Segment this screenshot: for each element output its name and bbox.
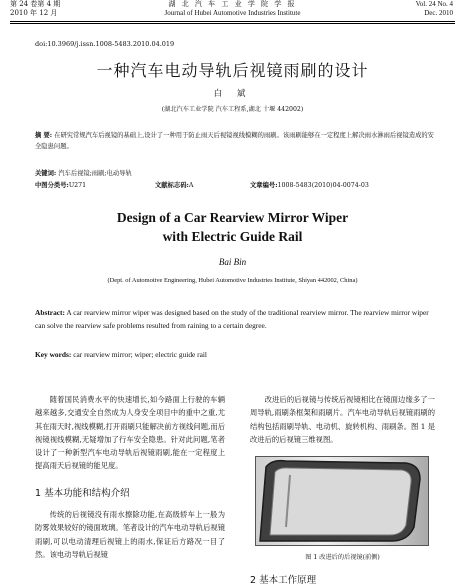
- keywords-cn-text: 汽车后视镜;雨刷;电动导轨: [58, 170, 132, 177]
- abstract-en-label: Abstract:: [35, 308, 65, 317]
- body-right-column: [250, 393, 435, 446]
- section-2-heading: 2 基本工作原理: [250, 575, 317, 586]
- issue-date-en: Dec. 2010: [424, 9, 453, 17]
- abstract-cn: [35, 130, 435, 152]
- body-left-column: [35, 393, 225, 561]
- affiliation-en: (Dept. of Automotive Engineering, Hubei Automotive Industries Institute, Shiyan 442002, China): [107, 277, 358, 284]
- keywords-en: [35, 350, 435, 359]
- abstract-cn-text: 在研究常规汽车后视镜的基础上,设计了一种用于防止雨天后视镜视线模糊的雨刷。该雨刷能够在一定程度上解决雨水淋雨后视镜造成的安全隐患问题。: [35, 132, 434, 150]
- journal-name: [110, 0, 355, 18]
- intro-paragraph: 随着国民消费水平的快速增长,如今路面上行驶的车辆越来越多,交通安全自然成为人身安全项目中的重中之重,尤其在雨天时,视线模糊,打开雨刷只能解决前方视线问题,而后视镜视线模糊,无疑增加了行车安全隐患。针对此问题,笔者设计了一种新型汽车电动导轨后视镜雨刷,能在一定程度上提高雨天后视镜的能见度。: [35, 395, 225, 471]
- keywords-cn-label: 关键词:: [35, 170, 57, 177]
- keywords-en-label: Key words:: [35, 350, 72, 359]
- author-cn: 白 斌: [213, 89, 252, 99]
- abstract-cn-label: 摘 要:: [35, 132, 53, 139]
- article-number: [250, 180, 369, 189]
- volume-issue: 第 24 卷第 4 期: [10, 0, 61, 8]
- issue-date: 2010 年 12 月: [10, 9, 58, 17]
- journal-issue-info: [10, 0, 90, 18]
- abstract-en-text: A car rearview mirror wiper was designed based on the study of the traditional rearview mirror. The rearview mirror wiper can solve the rearview safe problems resulted from raining to a certain degree.: [35, 308, 429, 330]
- journal-issue-info-en: [383, 0, 453, 18]
- classification-row: [35, 180, 435, 189]
- title-en-line2: with Electric Guide Rail: [162, 229, 303, 244]
- right-paragraph: 改进后的后视镜与传统后视镜相比在镜面边缘多了一周导轨,雨刷条框架和雨刷片。汽车电动导轨后视镜雨刷的结构包括雨刷导轨、电动机、旋转机构、雨刷条。图 1 是改进后的后视镜三维视图。: [250, 395, 435, 444]
- figure-1-caption: 图 1 改进后的后视镜(前侧): [305, 554, 380, 561]
- article-label: 文章编号:: [250, 182, 278, 189]
- section-1-heading: 1 基本功能和结构介绍: [35, 487, 130, 499]
- clc-number: [35, 180, 155, 189]
- journal-name-cn: 湖 北 汽 车 工 业 学 院 学 报: [168, 0, 297, 8]
- affiliation-cn: (湖北汽车工业学院 汽车工程系,湖北 十堰 442002): [161, 106, 304, 113]
- doc-label: 文献标志码:: [155, 182, 189, 189]
- journal-name-en: Journal of Hubei Automotive Industries Institute: [164, 9, 301, 17]
- title-cn: 一种汽车电动导轨后视镜雨刷的设计: [96, 61, 369, 80]
- figure-1-mirror-image: [255, 456, 429, 546]
- title-en: [0, 208, 465, 246]
- header-rule-thin: [10, 23, 455, 24]
- header-rule: [10, 21, 455, 22]
- clc-label: 中图分类号:: [35, 182, 69, 189]
- doc-value: A: [188, 182, 194, 189]
- volume-issue-en: Vol. 24 No. 4: [415, 0, 453, 8]
- abstract-en: [35, 306, 435, 332]
- section-1-paragraph: 传统的后视镜没有雨水擦除功能,在高级轿车上一般为防雾效果较好的镜面玻璃。笔者设计的汽车电动导轨后视镜雨刷,可以电动清理后视镜上的雨水,保证后方路况一目了然。该电动导轨后视镜: [35, 510, 225, 559]
- title-en-line1: Design of a Car Rearview Mirror Wiper: [116, 210, 349, 225]
- doi: doi:10.3969/j.issn.1008-5483.2010.04.019: [35, 40, 175, 48]
- keywords-cn: [35, 168, 132, 177]
- article-value: 1008-5483(2010)04-0074-03: [277, 182, 369, 189]
- author-en: Bai Bin: [218, 257, 247, 267]
- mirror-3d-view: [256, 457, 428, 545]
- keywords-en-text: car rearview mirror; wiper; electric guide rail: [73, 350, 207, 359]
- clc-value: U271: [68, 182, 87, 189]
- doc-code: [155, 180, 250, 189]
